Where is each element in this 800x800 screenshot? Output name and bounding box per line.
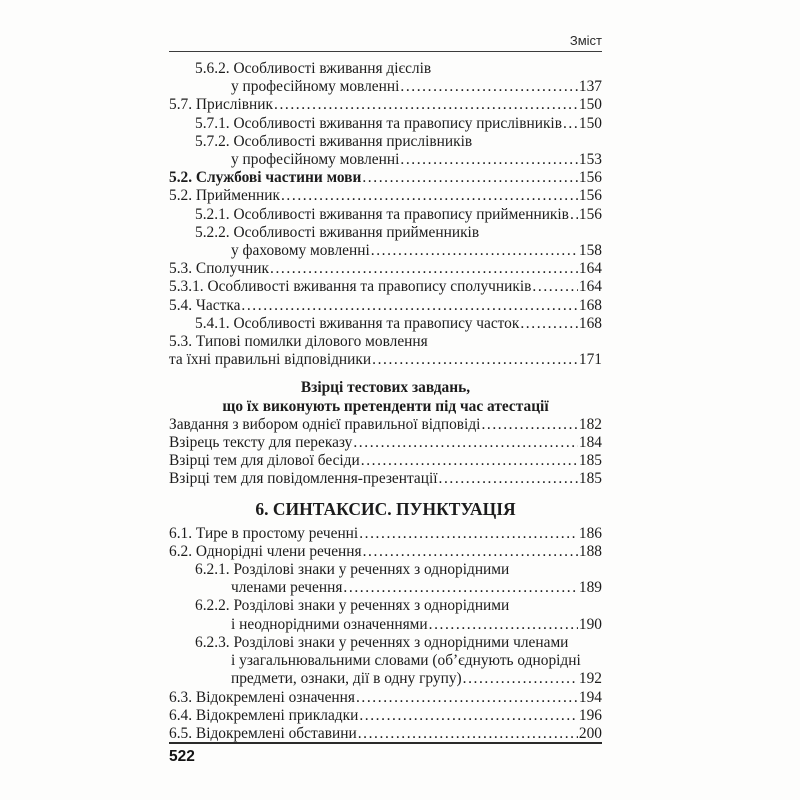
- toc-entry: [169, 434, 602, 452]
- dot-leader: [358, 725, 578, 743]
- toc-entry: [169, 169, 602, 187]
- toc-entry: [169, 60, 602, 78]
- toc-entry-page: 185: [578, 470, 602, 488]
- toc-entry: [169, 206, 602, 224]
- toc-entry-page: 192: [578, 670, 602, 688]
- dot-leader: [361, 452, 578, 470]
- toc-entry-text: Взірці тем для повідомлення-презентації: [169, 470, 438, 488]
- toc-entry: [169, 133, 602, 151]
- page-footer: [169, 742, 602, 766]
- dot-leader: [563, 115, 578, 133]
- toc-entry-text: 5.6.2. Особливості вживання дієслів: [195, 60, 432, 77]
- toc-entry: [169, 597, 602, 615]
- toc-entry: [169, 78, 602, 96]
- toc-entry: [169, 278, 602, 296]
- toc-entry: [169, 151, 602, 169]
- toc-entry: [169, 470, 602, 488]
- toc-entry-page: 156: [578, 169, 602, 187]
- toc-entry: [169, 670, 602, 688]
- dot-leader: [281, 187, 578, 205]
- dot-leader: [359, 707, 578, 725]
- toc-entry: [169, 616, 602, 634]
- toc-entry: [169, 452, 602, 470]
- dot-leader: [520, 315, 578, 333]
- dot-leader: [532, 278, 577, 296]
- section-heading-line: Взірці тестових завдань,: [300, 379, 471, 397]
- dot-leader: [270, 260, 578, 278]
- toc-entry: [169, 260, 602, 278]
- dot-leader: [429, 616, 578, 634]
- toc-entry-page: 137: [578, 78, 602, 96]
- dot-leader: [363, 543, 578, 561]
- toc-entry: [169, 634, 602, 652]
- toc-entry-page: 189: [578, 579, 602, 597]
- toc-entry-page: 200: [578, 724, 602, 742]
- toc-entry-text: 5.7.2. Особливості вживання прислівників: [195, 132, 473, 150]
- toc-entry-page: 196: [578, 706, 602, 724]
- toc-entry-text: 6.5. Відокремлені обставини: [169, 724, 357, 742]
- toc-entry-page: 158: [578, 242, 602, 260]
- toc-entry-page: 171: [578, 351, 602, 369]
- toc-entry-text: 6.2.1. Розділові знаки у реченнях з однорідними: [195, 561, 510, 579]
- toc-entry-text: предмети, ознаки, дії в одну групу): [231, 670, 462, 688]
- toc-entry-page: 153: [578, 151, 602, 169]
- toc-entry-page: 150: [578, 114, 602, 132]
- dot-leader: [356, 689, 578, 707]
- toc-entry-text: у фаховому мовленні: [231, 242, 370, 260]
- toc-entry-text: 5.4.1. Особливості вживання та правопису часток: [195, 314, 520, 332]
- toc-entry: [169, 187, 602, 205]
- toc-entry: [169, 543, 602, 561]
- toc-entry-text: 5.3. Сполучник: [169, 260, 269, 278]
- dot-leader: [463, 670, 578, 688]
- toc-entry-page: 168: [578, 314, 602, 332]
- toc-entry-text: членами речення: [231, 579, 343, 597]
- toc-entry-page: 188: [578, 542, 602, 560]
- dot-leader: [481, 416, 577, 434]
- chapter-heading-syntax: 6. СИНТАКСИС. ПУНКТУАЦІЯ: [255, 498, 516, 519]
- toc-content: [169, 33, 602, 743]
- dot-leader: [400, 151, 578, 169]
- toc-entry: [169, 416, 602, 434]
- toc-entry: [169, 689, 602, 707]
- running-head: Зміст: [169, 33, 602, 52]
- toc-entry-page: 186: [578, 524, 602, 542]
- page-number: 522: [169, 748, 195, 765]
- dot-leader: [274, 96, 578, 114]
- toc-entry: [169, 115, 602, 133]
- toc-entry-text: і узагальнювальними словами (об’єднують однорідні: [231, 652, 581, 670]
- toc-entry-page: 156: [578, 187, 602, 205]
- toc-entry: [169, 351, 602, 369]
- toc-entry-page: 190: [578, 615, 602, 633]
- toc-entry-text: і неоднорідними означеннями: [231, 615, 428, 633]
- toc-entry-text: Взірці тем для ділової бесіди: [169, 452, 360, 470]
- toc-entry: [169, 561, 602, 579]
- toc-entry: [169, 224, 602, 242]
- toc-entry-page: 182: [578, 415, 602, 433]
- toc-entry-text: 6.3. Відокремлені означення: [169, 688, 355, 706]
- toc-entry: [169, 315, 602, 333]
- toc-entry-text: у професійному мовленні: [231, 78, 400, 96]
- toc-entry-page: 168: [578, 296, 602, 314]
- toc-entry: [169, 96, 602, 114]
- section-heading-line: що їх виконують претенденти під час атестації: [222, 397, 549, 415]
- toc-entry-text: 6.4. Відокремлені прикладки: [169, 706, 359, 724]
- dot-leader: [570, 206, 578, 224]
- toc-entry-text: та їхні правильні відповідники: [169, 351, 372, 369]
- toc-entry-text: 5.3.1. Особливості вживання та правопису сполучників: [169, 278, 532, 296]
- dot-leader: [371, 242, 578, 260]
- toc-entry-page: 164: [578, 278, 602, 296]
- toc-entry-text: 6.2.3. Розділові знаки у реченнях з однорідними членами: [195, 633, 569, 651]
- toc-entry-text: у професійному мовленні: [231, 151, 400, 169]
- section-heading-test-samples: [169, 379, 602, 415]
- toc-entry-page: 164: [578, 260, 602, 278]
- toc-entry-text: 5.7. Прислівник: [169, 96, 273, 114]
- dot-leader: [372, 351, 578, 369]
- toc-entry: [169, 652, 602, 670]
- toc-entry: [169, 707, 602, 725]
- toc-entry: [169, 242, 602, 260]
- toc-entry-text: 5.3. Типові помилки ділового мовлення: [169, 333, 428, 351]
- toc-entry-text: 5.2.1. Особливості вживання та правопису прийменників: [195, 205, 569, 223]
- toc-entry: [169, 333, 602, 351]
- dot-leader: [241, 297, 578, 315]
- dot-leader: [439, 470, 578, 488]
- toc-entry-text: 6.2. Однорідні члени речення: [169, 542, 362, 560]
- toc-entry: [169, 525, 602, 543]
- toc-entry-text: 5.2. Прийменник: [169, 187, 280, 205]
- toc-entry-page: 150: [578, 96, 602, 114]
- toc-entry-text: Завдання з вибором однієї правильної відповіді: [169, 415, 481, 433]
- toc-entry-page: 156: [578, 205, 602, 223]
- toc-entry-page: 194: [578, 688, 602, 706]
- toc-entry-text: 5.2. Службові частини мови: [169, 169, 362, 187]
- dot-leader: [353, 434, 578, 452]
- toc-entry-text: 5.7.1. Особливості вживання та правопису прислівників: [195, 114, 562, 132]
- dot-leader: [362, 169, 578, 187]
- toc-entry: [169, 297, 602, 315]
- toc-entry: [169, 725, 602, 743]
- toc-entry-page: 185: [578, 452, 602, 470]
- toc-entry-text: 6.1. Тире в простому реченні: [169, 524, 359, 542]
- toc-entry-text: 5.4. Частка: [169, 296, 241, 314]
- dot-leader: [343, 579, 577, 597]
- toc-entry-text: Взірець тексту для переказу: [169, 434, 353, 452]
- dot-leader: [400, 78, 578, 96]
- toc-entry-text: 6.2.2. Розділові знаки у реченнях з однорідними: [195, 597, 510, 615]
- toc-entry: [169, 579, 602, 597]
- toc-entry-text: 5.2.2. Особливості вживання прийменників: [195, 223, 480, 241]
- toc-entry-page: 184: [578, 434, 602, 452]
- dot-leader: [359, 525, 578, 543]
